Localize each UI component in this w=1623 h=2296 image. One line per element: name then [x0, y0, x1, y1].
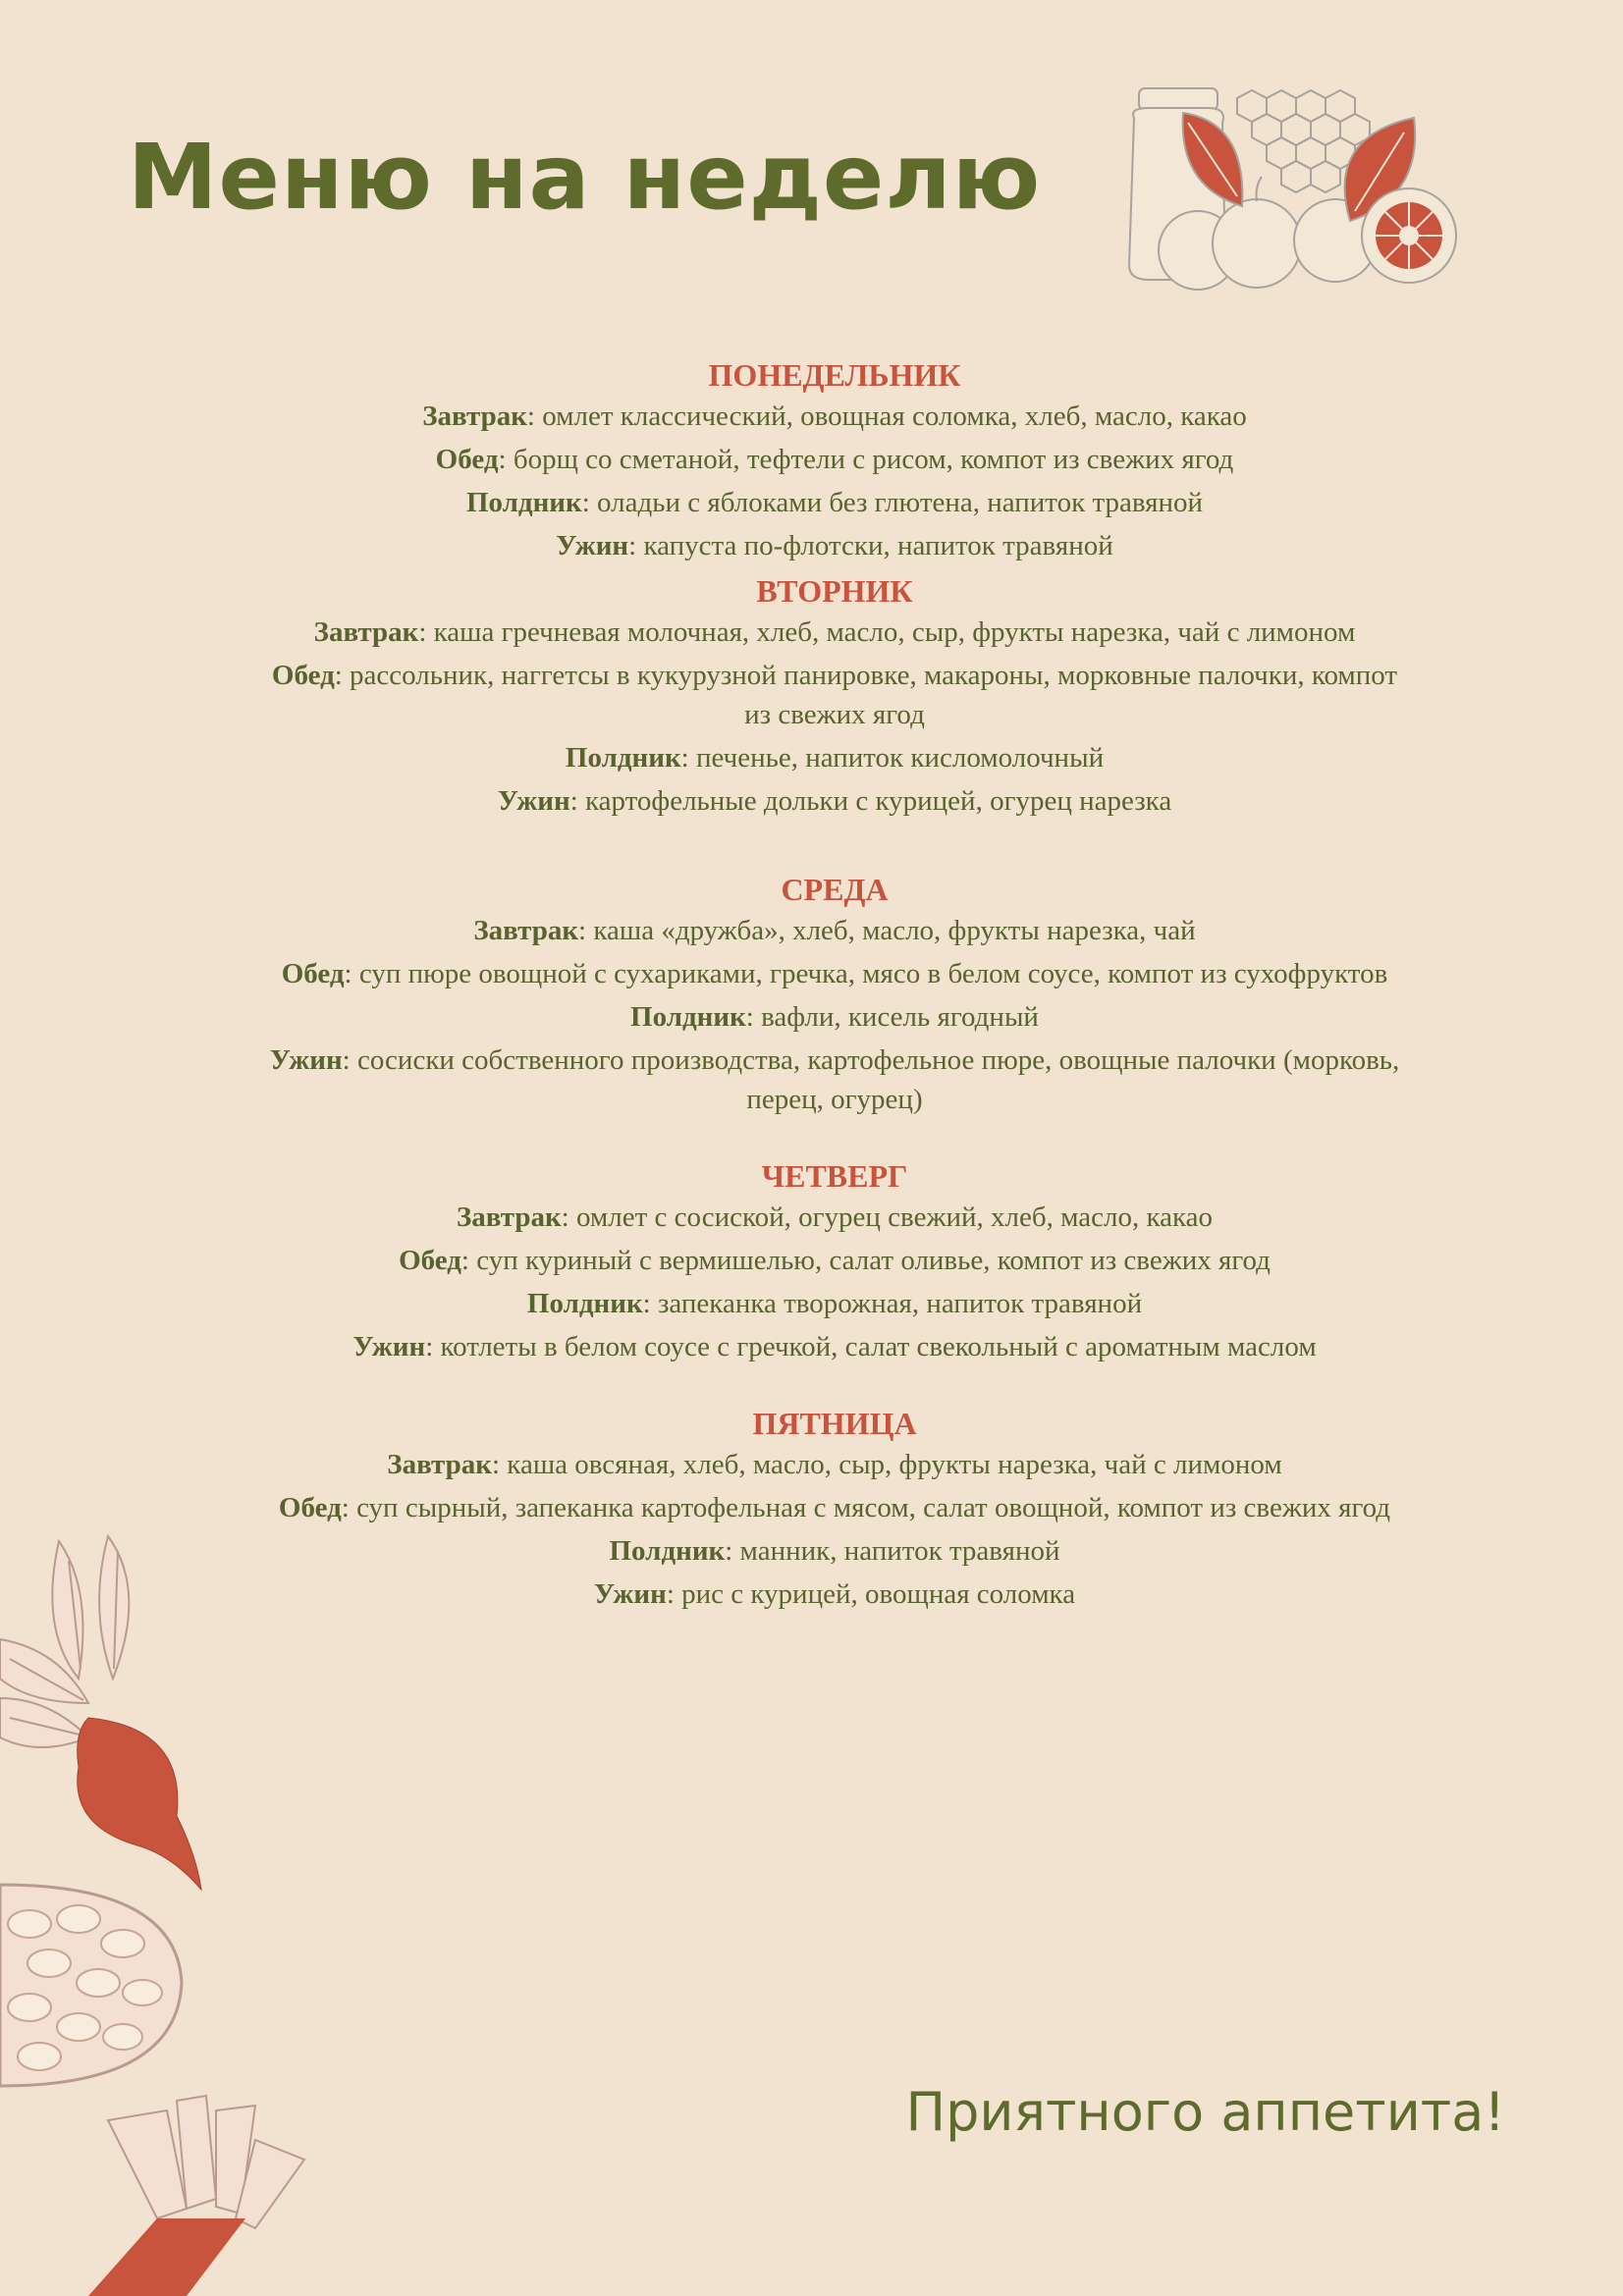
beet-illustration — [0, 1531, 216, 1904]
meal-line — [265, 911, 1404, 950]
meal-line — [265, 781, 1404, 821]
meal-label: Ужин — [556, 530, 629, 561]
meal-label: Ужин — [352, 1331, 426, 1362]
meal-line — [265, 656, 1404, 734]
meal-label: Обед — [271, 660, 335, 691]
meal-line — [265, 440, 1404, 479]
meal-description: : капуста по-флотски, напиток травяной — [628, 530, 1113, 561]
meal-description: : запеканка творожная, напиток травяной — [642, 1288, 1143, 1319]
closing-message: Приятного аппетита! — [905, 2081, 1505, 2143]
meal-description: : омлет с сосиской, огурец свежий, хлеб, масло, какао — [561, 1201, 1214, 1233]
meal-description: : каша «дружба», хлеб, масло, фрукты нарезка, чай — [578, 915, 1196, 946]
meal-label: Завтрак — [456, 1201, 562, 1233]
meal-description: : рассольник, наггетсы в кукурузной панировке, макароны, морковные палочки, компот из свежих ягод — [334, 660, 1398, 730]
meal-line — [265, 1531, 1404, 1571]
meal-label: Обед — [435, 444, 499, 475]
meal-line — [265, 613, 1404, 652]
meal-label: Полдник — [565, 742, 681, 774]
meal-label: Полдник — [609, 1535, 726, 1567]
leek-illustration — [59, 2081, 314, 2296]
meal-description: : котлеты в белом соусе с гречкой, салат свекольный с ароматным маслом — [425, 1331, 1317, 1362]
meal-line — [265, 1575, 1404, 1614]
day-section — [265, 1154, 1404, 1366]
meal-label: Полдник — [465, 487, 582, 518]
weekly-menu — [265, 353, 1404, 1618]
meal-line — [265, 1284, 1404, 1323]
meal-line — [265, 738, 1404, 777]
meal-line — [265, 1327, 1404, 1366]
day-section — [265, 868, 1404, 1119]
meal-description: : суп сырный, запеканка картофельная с мясом, салат овощной, компот из свежих ягод — [341, 1492, 1391, 1523]
day-name: ЧЕТВЕРГ — [761, 1158, 908, 1194]
honey-fruit-illustration — [1109, 79, 1483, 304]
meal-description: : рис с курицей, овощная соломка — [666, 1578, 1076, 1610]
meal-description: : борщ со сметаной, тефтели с рисом, компот из свежих ягод — [498, 444, 1234, 475]
meal-label: Ужин — [497, 785, 570, 817]
meal-line — [265, 1041, 1404, 1119]
meal-line — [265, 483, 1404, 522]
day-section — [265, 1402, 1404, 1614]
meal-label: Полдник — [630, 1001, 746, 1033]
meal-description: : сосиски собственного производства, картофельное пюре, овощные палочки (морковь, перец, огурец) — [342, 1044, 1400, 1115]
meal-label: Обед — [399, 1245, 461, 1276]
meal-label: Обед — [278, 1492, 342, 1523]
meal-description: : манник, напиток травяной — [725, 1535, 1060, 1567]
meal-line — [265, 954, 1404, 993]
day-section — [265, 569, 1404, 821]
meal-label: Ужин — [593, 1578, 667, 1610]
day-name: СРЕДА — [781, 872, 889, 907]
meal-label: Завтрак — [313, 616, 419, 648]
meal-label: Ужин — [269, 1044, 343, 1076]
meal-description: : картофельные дольки с курицей, огурец нарезка — [569, 785, 1172, 817]
meal-line — [265, 997, 1404, 1037]
meal-description: : печенье, напиток кисломолочный — [680, 742, 1105, 774]
meal-description: : омлет классический, овощная соломка, хлеб, масло, какао — [526, 400, 1247, 432]
meal-line — [265, 526, 1404, 565]
meal-label: Завтрак — [422, 400, 527, 432]
bowl-illustration — [0, 1875, 196, 2101]
meal-description: : вафли, кисель ягодный — [745, 1001, 1039, 1033]
day-section — [265, 353, 1404, 565]
day-name: ВТОРНИК — [756, 573, 913, 609]
page-title: Меню на неделю — [128, 125, 1042, 230]
meal-label: Обед — [281, 958, 345, 989]
meal-line — [265, 1198, 1404, 1237]
meal-line — [265, 1488, 1404, 1527]
meal-label: Завтрак — [387, 1449, 492, 1480]
meal-description: : суп куриный с вермишелью, салат оливье, компот из свежих ягод — [460, 1245, 1271, 1276]
meal-description: : каша овсяная, хлеб, масло, сыр, фрукты нарезка, чай с лимоном — [491, 1449, 1282, 1480]
meal-line — [265, 1241, 1404, 1280]
meal-label: Полдник — [526, 1288, 643, 1319]
day-name: ПЯТНИЦА — [752, 1406, 917, 1441]
meal-line — [265, 1445, 1404, 1484]
meal-description: : оладьи с яблоками без глютена, напиток травяной — [581, 487, 1204, 518]
day-name: ПОНЕДЕЛЬНИК — [708, 357, 961, 393]
meal-label: Завтрак — [473, 915, 579, 946]
meal-description: : суп пюре овощной с сухариками, гречка, мясо в белом соусе, компот из сухофруктов — [344, 958, 1388, 989]
meal-line — [265, 397, 1404, 436]
meal-description: : каша гречневая молочная, хлеб, масло, сыр, фрукты нарезка, чай с лимоном — [418, 616, 1356, 648]
